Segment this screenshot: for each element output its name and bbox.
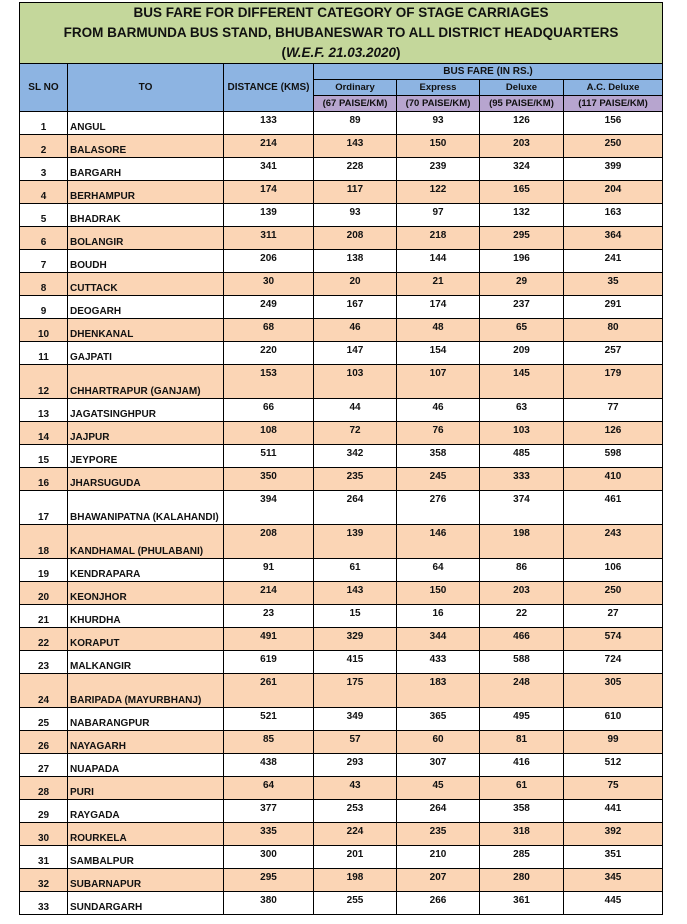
table-row (20, 227, 663, 250)
cell-deluxe: 333 (480, 468, 564, 491)
cell-express: 174 (397, 296, 480, 319)
cell-express: 207 (397, 869, 480, 892)
cell-destination: NUAPADA (68, 754, 224, 777)
title-paren-close: ) (396, 45, 401, 60)
cell-destination: DHENKANAL (68, 319, 224, 342)
cell-express: 358 (397, 445, 480, 468)
cell-express: 276 (397, 491, 480, 525)
cell-sl-no: 15 (20, 445, 68, 468)
cell-deluxe: 145 (480, 365, 564, 399)
table-row (20, 651, 663, 674)
cell-ac-deluxe: 243 (564, 525, 663, 559)
cell-ordinary: 89 (314, 112, 397, 135)
cell-deluxe: 103 (480, 422, 564, 445)
cell-distance: 300 (224, 846, 314, 869)
cell-ac-deluxe: 80 (564, 319, 663, 342)
cell-ac-deluxe: 106 (564, 559, 663, 582)
table-row (20, 846, 663, 869)
cell-sl-no: 12 (20, 365, 68, 399)
cell-sl-no: 25 (20, 708, 68, 731)
table-row (20, 491, 663, 525)
cell-deluxe: 196 (480, 250, 564, 273)
cell-ac-deluxe: 156 (564, 112, 663, 135)
cell-ordinary: 175 (314, 674, 397, 708)
cell-distance: 341 (224, 158, 314, 181)
cell-destination: KHURDHA (68, 605, 224, 628)
cell-sl-no: 2 (20, 135, 68, 158)
cell-destination: BALASORE (68, 135, 224, 158)
cell-distance: 153 (224, 365, 314, 399)
cell-ac-deluxe: 27 (564, 605, 663, 628)
cell-ac-deluxe: 179 (564, 365, 663, 399)
cell-distance: 30 (224, 273, 314, 296)
cell-deluxe: 588 (480, 651, 564, 674)
cell-ordinary: 44 (314, 399, 397, 422)
cell-destination: KANDHAMAL (PHULABANI) (68, 525, 224, 559)
table-row (20, 250, 663, 273)
cell-ordinary: 138 (314, 250, 397, 273)
cell-distance: 139 (224, 204, 314, 227)
cell-destination: BARGARH (68, 158, 224, 181)
cell-sl-no: 13 (20, 399, 68, 422)
fare-rows (20, 112, 663, 915)
cell-distance: 66 (224, 399, 314, 422)
table-row (20, 342, 663, 365)
cell-sl-no: 22 (20, 628, 68, 651)
cell-ordinary: 415 (314, 651, 397, 674)
cell-ordinary: 143 (314, 582, 397, 605)
cell-deluxe: 209 (480, 342, 564, 365)
cell-ac-deluxe: 610 (564, 708, 663, 731)
col-header-ac-deluxe: A.C. Deluxe (564, 80, 663, 96)
cell-distance: 394 (224, 491, 314, 525)
cell-ac-deluxe: 250 (564, 135, 663, 158)
cell-ac-deluxe: 441 (564, 800, 663, 823)
cell-deluxe: 86 (480, 559, 564, 582)
cell-ordinary: 349 (314, 708, 397, 731)
cell-deluxe: 361 (480, 892, 564, 915)
cell-distance: 133 (224, 112, 314, 135)
cell-destination: NABARANGPUR (68, 708, 224, 731)
cell-express: 210 (397, 846, 480, 869)
cell-sl-no: 11 (20, 342, 68, 365)
cell-ac-deluxe: 163 (564, 204, 663, 227)
cell-distance: 249 (224, 296, 314, 319)
rate-ac-deluxe: (117 PAISE/KM) (564, 96, 663, 112)
cell-express: 107 (397, 365, 480, 399)
effective-date: W.E.F. 21.03.2020 (285, 45, 397, 60)
table-row (20, 731, 663, 754)
cell-deluxe: 203 (480, 135, 564, 158)
sheet-title (20, 3, 663, 64)
cell-ordinary: 235 (314, 468, 397, 491)
table-row (20, 674, 663, 708)
cell-express: 122 (397, 181, 480, 204)
table-row (20, 823, 663, 846)
cell-express: 144 (397, 250, 480, 273)
cell-ordinary: 72 (314, 422, 397, 445)
cell-deluxe: 22 (480, 605, 564, 628)
cell-ac-deluxe: 461 (564, 491, 663, 525)
cell-distance: 64 (224, 777, 314, 800)
cell-express: 16 (397, 605, 480, 628)
cell-ordinary: 93 (314, 204, 397, 227)
cell-deluxe: 63 (480, 399, 564, 422)
cell-ac-deluxe: 77 (564, 399, 663, 422)
cell-sl-no: 29 (20, 800, 68, 823)
cell-distance: 380 (224, 892, 314, 915)
table-row (20, 777, 663, 800)
table-row (20, 605, 663, 628)
cell-express: 183 (397, 674, 480, 708)
col-header-to: TO (68, 64, 224, 112)
title-paren-open: ( (281, 45, 286, 60)
cell-ordinary: 20 (314, 273, 397, 296)
cell-distance: 511 (224, 445, 314, 468)
rate-deluxe: (95 PAISE/KM) (480, 96, 564, 112)
cell-ac-deluxe: 241 (564, 250, 663, 273)
cell-sl-no: 26 (20, 731, 68, 754)
table-row (20, 204, 663, 227)
rate-express: (70 PAISE/KM) (397, 96, 480, 112)
cell-destination: SUBARNAPUR (68, 869, 224, 892)
cell-ac-deluxe: 126 (564, 422, 663, 445)
cell-destination: PURI (68, 777, 224, 800)
cell-deluxe: 126 (480, 112, 564, 135)
cell-destination: CUTTACK (68, 273, 224, 296)
cell-express: 150 (397, 135, 480, 158)
cell-ordinary: 255 (314, 892, 397, 915)
cell-express: 60 (397, 731, 480, 754)
cell-express: 150 (397, 582, 480, 605)
cell-deluxe: 318 (480, 823, 564, 846)
cell-sl-no: 4 (20, 181, 68, 204)
cell-ac-deluxe: 75 (564, 777, 663, 800)
cell-destination: BOLANGIR (68, 227, 224, 250)
cell-distance: 68 (224, 319, 314, 342)
cell-ordinary: 228 (314, 158, 397, 181)
cell-distance: 335 (224, 823, 314, 846)
cell-sl-no: 14 (20, 422, 68, 445)
cell-ordinary: 167 (314, 296, 397, 319)
cell-destination: BOUDH (68, 250, 224, 273)
cell-ac-deluxe: 392 (564, 823, 663, 846)
cell-destination: MALKANGIR (68, 651, 224, 674)
cell-distance: 261 (224, 674, 314, 708)
cell-deluxe: 61 (480, 777, 564, 800)
col-header-deluxe: Deluxe (480, 80, 564, 96)
cell-deluxe: 237 (480, 296, 564, 319)
cell-destination: CHHARTRAPUR (GANJAM) (68, 365, 224, 399)
cell-ordinary: 143 (314, 135, 397, 158)
table-row (20, 800, 663, 823)
cell-ac-deluxe: 257 (564, 342, 663, 365)
cell-express: 266 (397, 892, 480, 915)
cell-ordinary: 46 (314, 319, 397, 342)
cell-express: 48 (397, 319, 480, 342)
cell-ordinary: 329 (314, 628, 397, 651)
cell-deluxe: 495 (480, 708, 564, 731)
cell-ac-deluxe: 345 (564, 869, 663, 892)
cell-sl-no: 27 (20, 754, 68, 777)
cell-ac-deluxe: 512 (564, 754, 663, 777)
cell-destination: ROURKELA (68, 823, 224, 846)
cell-deluxe: 485 (480, 445, 564, 468)
table-row (20, 422, 663, 445)
cell-distance: 521 (224, 708, 314, 731)
cell-deluxe: 81 (480, 731, 564, 754)
cell-express: 245 (397, 468, 480, 491)
cell-destination: JAGATSINGHPUR (68, 399, 224, 422)
cell-ac-deluxe: 574 (564, 628, 663, 651)
cell-ordinary: 198 (314, 869, 397, 892)
cell-ordinary: 117 (314, 181, 397, 204)
cell-destination: GAJPATI (68, 342, 224, 365)
cell-distance: 295 (224, 869, 314, 892)
cell-destination: SUNDARGARH (68, 892, 224, 915)
cell-sl-no: 24 (20, 674, 68, 708)
cell-deluxe: 165 (480, 181, 564, 204)
cell-sl-no: 17 (20, 491, 68, 525)
cell-distance: 350 (224, 468, 314, 491)
col-header-ordinary: Ordinary (314, 80, 397, 96)
cell-destination: JAJPUR (68, 422, 224, 445)
cell-deluxe: 65 (480, 319, 564, 342)
cell-distance: 174 (224, 181, 314, 204)
cell-ac-deluxe: 204 (564, 181, 663, 204)
rate-ordinary: (67 PAISE/KM) (314, 96, 397, 112)
cell-ordinary: 57 (314, 731, 397, 754)
cell-sl-no: 23 (20, 651, 68, 674)
cell-deluxe: 280 (480, 869, 564, 892)
cell-sl-no: 9 (20, 296, 68, 319)
table-row (20, 158, 663, 181)
cell-deluxe: 203 (480, 582, 564, 605)
cell-express: 76 (397, 422, 480, 445)
cell-ordinary: 15 (314, 605, 397, 628)
cell-ac-deluxe: 250 (564, 582, 663, 605)
cell-sl-no: 21 (20, 605, 68, 628)
title-line-2: FROM BARMUNDA BUS STAND, BHUBANESWAR TO ALL DISTRICT HEADQUARTERS (63, 25, 619, 40)
cell-distance: 438 (224, 754, 314, 777)
cell-ordinary: 224 (314, 823, 397, 846)
cell-ac-deluxe: 351 (564, 846, 663, 869)
cell-destination: BARIPADA (MAYURBHANJ) (68, 674, 224, 708)
cell-ordinary: 264 (314, 491, 397, 525)
cell-sl-no: 31 (20, 846, 68, 869)
cell-ac-deluxe: 724 (564, 651, 663, 674)
cell-ac-deluxe: 291 (564, 296, 663, 319)
cell-destination: BERHAMPUR (68, 181, 224, 204)
table-row (20, 181, 663, 204)
cell-ac-deluxe: 364 (564, 227, 663, 250)
cell-distance: 491 (224, 628, 314, 651)
cell-sl-no: 32 (20, 869, 68, 892)
cell-distance: 208 (224, 525, 314, 559)
cell-sl-no: 19 (20, 559, 68, 582)
cell-destination: JEYPORE (68, 445, 224, 468)
cell-destination: SAMBALPUR (68, 846, 224, 869)
cell-express: 235 (397, 823, 480, 846)
title-line-1: BUS FARE FOR DIFFERENT CATEGORY OF STAGE CARRIAGES (133, 5, 549, 20)
cell-distance: 214 (224, 582, 314, 605)
cell-express: 433 (397, 651, 480, 674)
cell-distance: 206 (224, 250, 314, 273)
fare-sheet (19, 2, 662, 915)
col-header-distance: DISTANCE (KMS) (224, 64, 314, 112)
cell-sl-no: 5 (20, 204, 68, 227)
table-row (20, 135, 663, 158)
cell-sl-no: 6 (20, 227, 68, 250)
cell-ordinary: 293 (314, 754, 397, 777)
cell-sl-no: 16 (20, 468, 68, 491)
cell-express: 218 (397, 227, 480, 250)
table-row (20, 365, 663, 399)
cell-deluxe: 248 (480, 674, 564, 708)
table-row (20, 399, 663, 422)
cell-ordinary: 201 (314, 846, 397, 869)
cell-ordinary: 147 (314, 342, 397, 365)
cell-distance: 85 (224, 731, 314, 754)
table-row (20, 296, 663, 319)
cell-ac-deluxe: 399 (564, 158, 663, 181)
table-row (20, 582, 663, 605)
cell-destination: KENDRAPARA (68, 559, 224, 582)
col-header-express: Express (397, 80, 480, 96)
cell-sl-no: 20 (20, 582, 68, 605)
cell-express: 93 (397, 112, 480, 135)
cell-deluxe: 416 (480, 754, 564, 777)
cell-deluxe: 295 (480, 227, 564, 250)
table-row (20, 273, 663, 296)
table-row (20, 445, 663, 468)
cell-sl-no: 18 (20, 525, 68, 559)
cell-ordinary: 253 (314, 800, 397, 823)
cell-sl-no: 28 (20, 777, 68, 800)
cell-express: 307 (397, 754, 480, 777)
cell-ordinary: 208 (314, 227, 397, 250)
cell-express: 264 (397, 800, 480, 823)
cell-deluxe: 198 (480, 525, 564, 559)
cell-destination: KORAPUT (68, 628, 224, 651)
cell-ac-deluxe: 445 (564, 892, 663, 915)
cell-sl-no: 30 (20, 823, 68, 846)
cell-ordinary: 43 (314, 777, 397, 800)
cell-express: 45 (397, 777, 480, 800)
cell-ac-deluxe: 99 (564, 731, 663, 754)
col-header-bus-fare: BUS FARE (IN RS.) (314, 64, 663, 80)
table-row (20, 112, 663, 135)
cell-deluxe: 285 (480, 846, 564, 869)
cell-ordinary: 139 (314, 525, 397, 559)
cell-distance: 214 (224, 135, 314, 158)
cell-destination: NAYAGARH (68, 731, 224, 754)
cell-destination: KEONJHOR (68, 582, 224, 605)
cell-destination: BHADRAK (68, 204, 224, 227)
cell-ac-deluxe: 598 (564, 445, 663, 468)
cell-express: 365 (397, 708, 480, 731)
table-row (20, 708, 663, 731)
cell-distance: 377 (224, 800, 314, 823)
cell-destination: RAYGADA (68, 800, 224, 823)
cell-distance: 23 (224, 605, 314, 628)
cell-destination: BHAWANIPATNA (KALAHANDI) (68, 491, 224, 525)
table-row (20, 559, 663, 582)
cell-express: 46 (397, 399, 480, 422)
col-header-sl-no: SL NO (20, 64, 68, 112)
cell-express: 64 (397, 559, 480, 582)
cell-distance: 311 (224, 227, 314, 250)
cell-sl-no: 8 (20, 273, 68, 296)
table-row (20, 468, 663, 491)
table-row (20, 628, 663, 651)
cell-ordinary: 61 (314, 559, 397, 582)
table-row (20, 892, 663, 915)
cell-distance: 108 (224, 422, 314, 445)
cell-deluxe: 324 (480, 158, 564, 181)
cell-ordinary: 103 (314, 365, 397, 399)
cell-sl-no: 10 (20, 319, 68, 342)
cell-deluxe: 466 (480, 628, 564, 651)
cell-express: 146 (397, 525, 480, 559)
cell-express: 97 (397, 204, 480, 227)
cell-destination: ANGUL (68, 112, 224, 135)
cell-destination: DEOGARH (68, 296, 224, 319)
cell-ac-deluxe: 35 (564, 273, 663, 296)
cell-deluxe: 29 (480, 273, 564, 296)
cell-express: 21 (397, 273, 480, 296)
fare-table (19, 2, 663, 915)
table-row (20, 754, 663, 777)
cell-deluxe: 132 (480, 204, 564, 227)
table-row (20, 525, 663, 559)
cell-express: 344 (397, 628, 480, 651)
cell-ac-deluxe: 410 (564, 468, 663, 491)
cell-distance: 619 (224, 651, 314, 674)
cell-destination: JHARSUGUDA (68, 468, 224, 491)
cell-sl-no: 1 (20, 112, 68, 135)
cell-ordinary: 342 (314, 445, 397, 468)
cell-sl-no: 7 (20, 250, 68, 273)
cell-sl-no: 33 (20, 892, 68, 915)
cell-express: 154 (397, 342, 480, 365)
cell-express: 239 (397, 158, 480, 181)
cell-ac-deluxe: 305 (564, 674, 663, 708)
table-row (20, 319, 663, 342)
cell-sl-no: 3 (20, 158, 68, 181)
table-row (20, 869, 663, 892)
cell-deluxe: 358 (480, 800, 564, 823)
cell-distance: 91 (224, 559, 314, 582)
title-line-3 (20, 43, 662, 63)
cell-deluxe: 374 (480, 491, 564, 525)
cell-distance: 220 (224, 342, 314, 365)
